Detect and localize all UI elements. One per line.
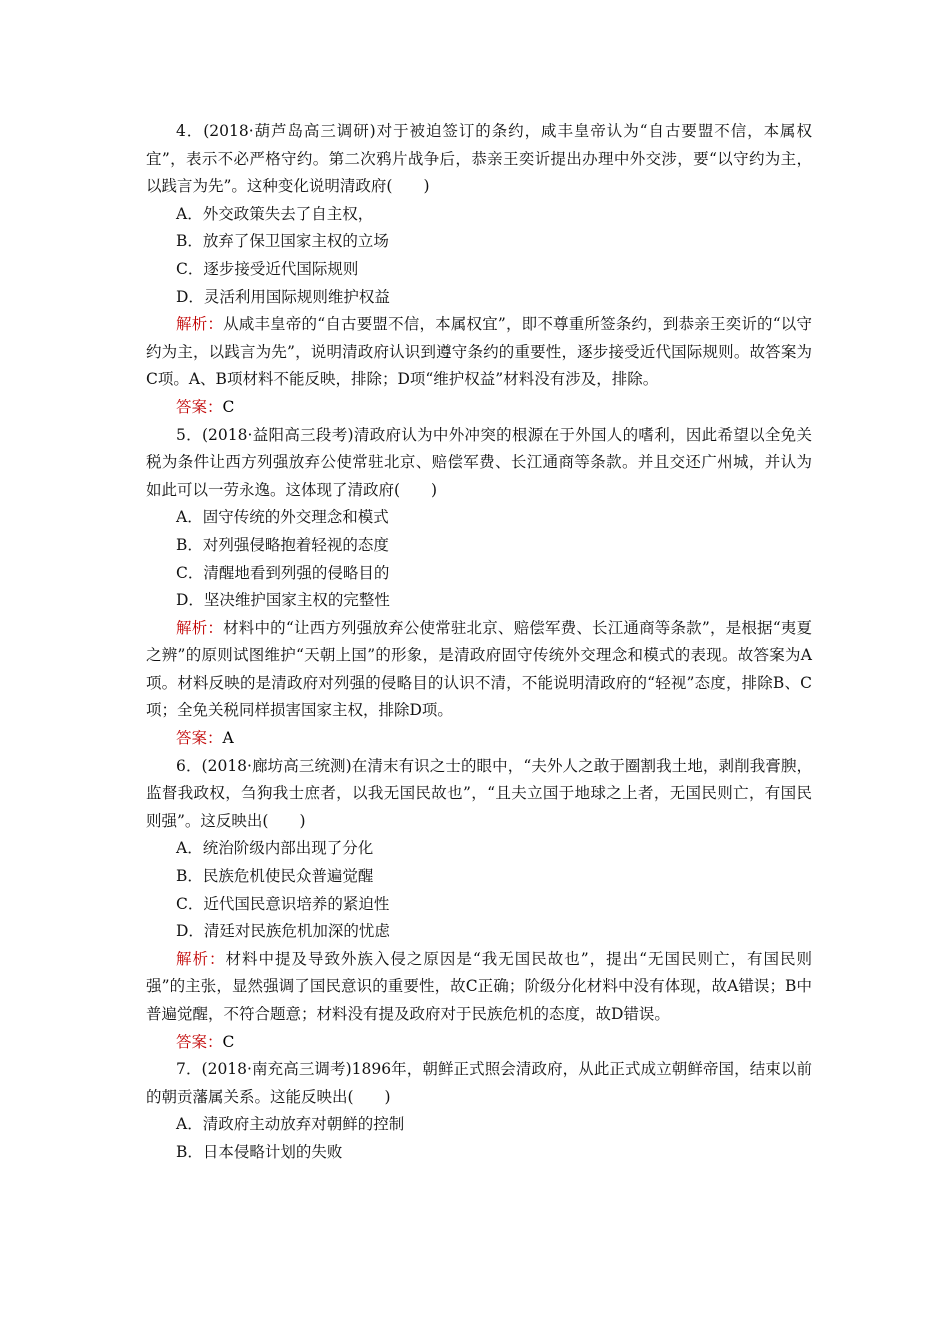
option: C．近代国民意识培养的紧迫性: [176, 894, 390, 913]
option: A．外交政策失去了自主权，: [176, 204, 374, 223]
option: B．放弃了保卫国家主权的立场: [176, 232, 389, 251]
answer-value: C: [222, 1032, 235, 1051]
option: A．统治阶级内部出现了分化: [176, 839, 374, 858]
answer-value: C: [222, 397, 235, 416]
question-stem: 7．(2018·南充高三调考)1896年，朝鲜正式照会清政府，从此正式成立朝鲜帝国，结束以前的朝贡藩属关系。这能反映出( ): [146, 1060, 812, 1106]
analysis-label: 解析：: [176, 315, 224, 334]
option: C．逐步接受近代国际规则: [176, 259, 359, 278]
analysis-text: 材料中的“让西方列强放弃公使常驻北京、赔偿军费、长江通商等条款”，是根据“夷夏之辨”的原则试图维护“天朝上国”的形象，是清政府固守传统外交理念和模式的表现。故答案为A项。材料反映的是清政府对列强的侵略目的认识不清，不能说明清政府的“轻视”态度，排除B、C项；全免关税同样损害国家主权，排除D项。: [146, 618, 812, 720]
answer-value: A: [222, 729, 234, 748]
option: B．对列强侵略抱着轻视的态度: [176, 535, 389, 554]
option: B．日本侵略计划的失败: [176, 1142, 343, 1161]
answer-label: 答案：: [176, 729, 223, 748]
option: C．清醒地看到列强的侵略目的: [176, 563, 390, 582]
answer: [146, 725, 812, 753]
question-stem: 4．(2018·葫芦岛高三调研)对于被迫签订的条约，咸丰皇帝认为“自古要盟不信，本属权宜”，表示不必严格守约。第二次鸦片战争后，恭亲王奕䜣提出办理中外交涉，要“以守约为主，以践言为先”。这种变化说明清政府( ): [146, 122, 812, 196]
option: B．民族危机使民众普遍觉醒: [176, 867, 374, 886]
analysis: [146, 615, 812, 725]
question-stem: 6．(2018·廊坊高三统测)在清末有识之士的眼中，“夫外人之敢于圈割我土地，剥削我膏腴，监督我政权，刍狗我士庶者，以我无国民故也”，“且夫立国于地球之上者，无国民则亡，有国民则强”。这反映出( ): [146, 756, 812, 830]
option: D．灵活利用国际规则维护权益: [176, 287, 390, 306]
analysis-text: 材料中提及导致外族入侵之原因是“我无国民故也”，提出“无国民则亡，有国民则强”的主张，显然强调了国民意识的重要性，故C正确；阶级分化材料中没有体现，故A错误；B中普遍觉醒，不符合题意；材料没有提及政府对于民族危机的态度，故D错误。: [146, 949, 812, 1023]
answer-label: 答案：: [176, 397, 223, 416]
analysis: [146, 946, 812, 1029]
analysis-label: 解析：: [176, 618, 224, 637]
option: A．清政府主动放弃对朝鲜的控制: [176, 1115, 405, 1134]
question-stem: 5．(2018·益阳高三段考)清政府认为中外冲突的根源在于外国人的嗜利，因此希望以全免关税为条件让西方列强放弃公使常驻北京、赔偿军费、长江通商等条款。并且交还广州城，并认为如此可以一劳永逸。这体现了清政府( ): [146, 425, 812, 499]
option: D．坚决维护国家主权的完整性: [176, 591, 390, 610]
answer: [146, 1029, 812, 1057]
question-list: [146, 118, 812, 1167]
analysis: [146, 311, 812, 394]
analysis-label: 解析：: [176, 949, 226, 968]
option: A．固守传统的外交理念和模式: [176, 508, 389, 527]
answer: [146, 394, 812, 422]
analysis-text: 从咸丰皇帝的“自古要盟不信，本属权宜”，即不尊重所签条约，到恭亲王奕䜣的“以守约为主，以践言为先”，说明清政府认识到遵守条约的重要性，逐步接受近代国际规则。故答案为C项。A、B项材料不能反映，排除；D项“维护权益”材料没有涉及，排除。: [146, 315, 812, 389]
answer-label: 答案：: [176, 1032, 223, 1051]
option: D．清廷对民族危机加深的忧虑: [176, 922, 390, 941]
